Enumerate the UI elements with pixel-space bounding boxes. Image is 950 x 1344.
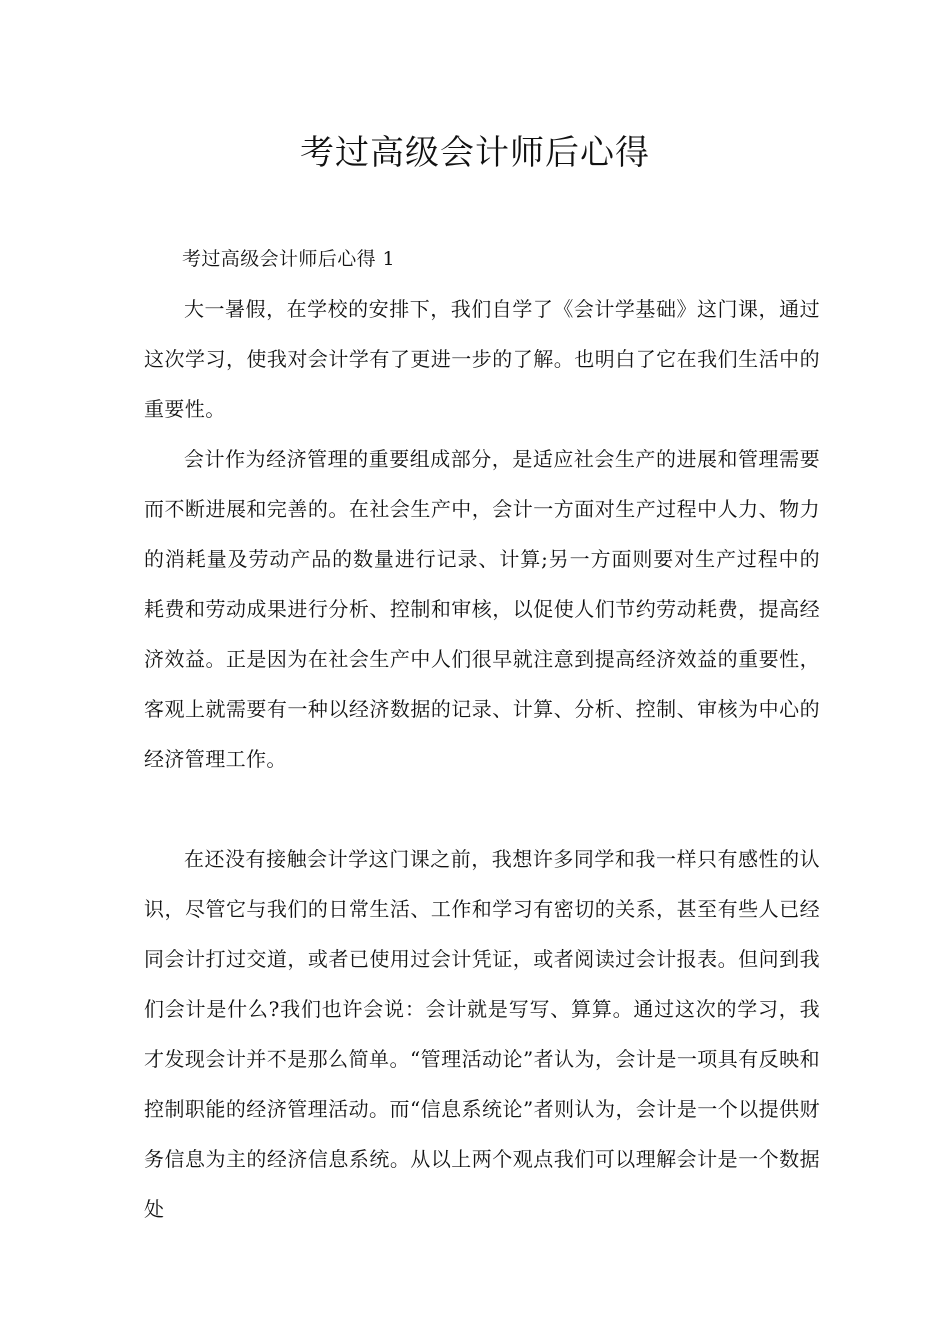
paragraph-2: 会计作为经济管理的重要组成部分，是适应社会生产的进展和管理需要而不断进展和完善的。在社会生产中，会计一方面对生产过程中人力、物力的消耗量及劳动产品的数量进行记录、计算;另一方面则要对生产过程中的耗费和劳动成果进行分析、控制和审核，以促使人们节约劳动耗费，提高经济效益。正是因为在社会生产中人们很早就注意到提高经济效益的重要性，客观上就需要有一种以经济数据的记录、计算、分析、控制、审核为中心的经济管理工作。 [144,447,820,771]
paragraph-3: 在还没有接触会计学这门课之前，我想许多同学和我一样只有感性的认识，尽管它与我们的日常生活、工作和学习有密切的关系，甚至有些人已经同会计打过交道，或者已使用过会计凭证，或者阅读过会计报表。但问到我们会计是什么?我们也许会说：会计就是写写、算算。通过这次的学习，我才发现会计并不是那么简单。“管理活动论”者认为，会计是一项具有反映和控制职能的经济管理活动。而“信息系统论”者则认为，会计是一个以提供财务信息为主的经济信息系统。从以上两个观点我们可以理解会计是一个数据处 [144,847,820,1221]
paragraph-1: 大一暑假，在学校的安排下，我们自学了《会计学基础》这门课，通过这次学习，使我对会计学有了更进一步的了解。也明白了它在我们生活中的重要性。 [144,297,820,421]
document-title: 考过高级会计师后心得 [300,133,650,173]
document-body [144,234,820,1234]
section-heading: 考过高级会计师后心得 1 [182,248,395,270]
